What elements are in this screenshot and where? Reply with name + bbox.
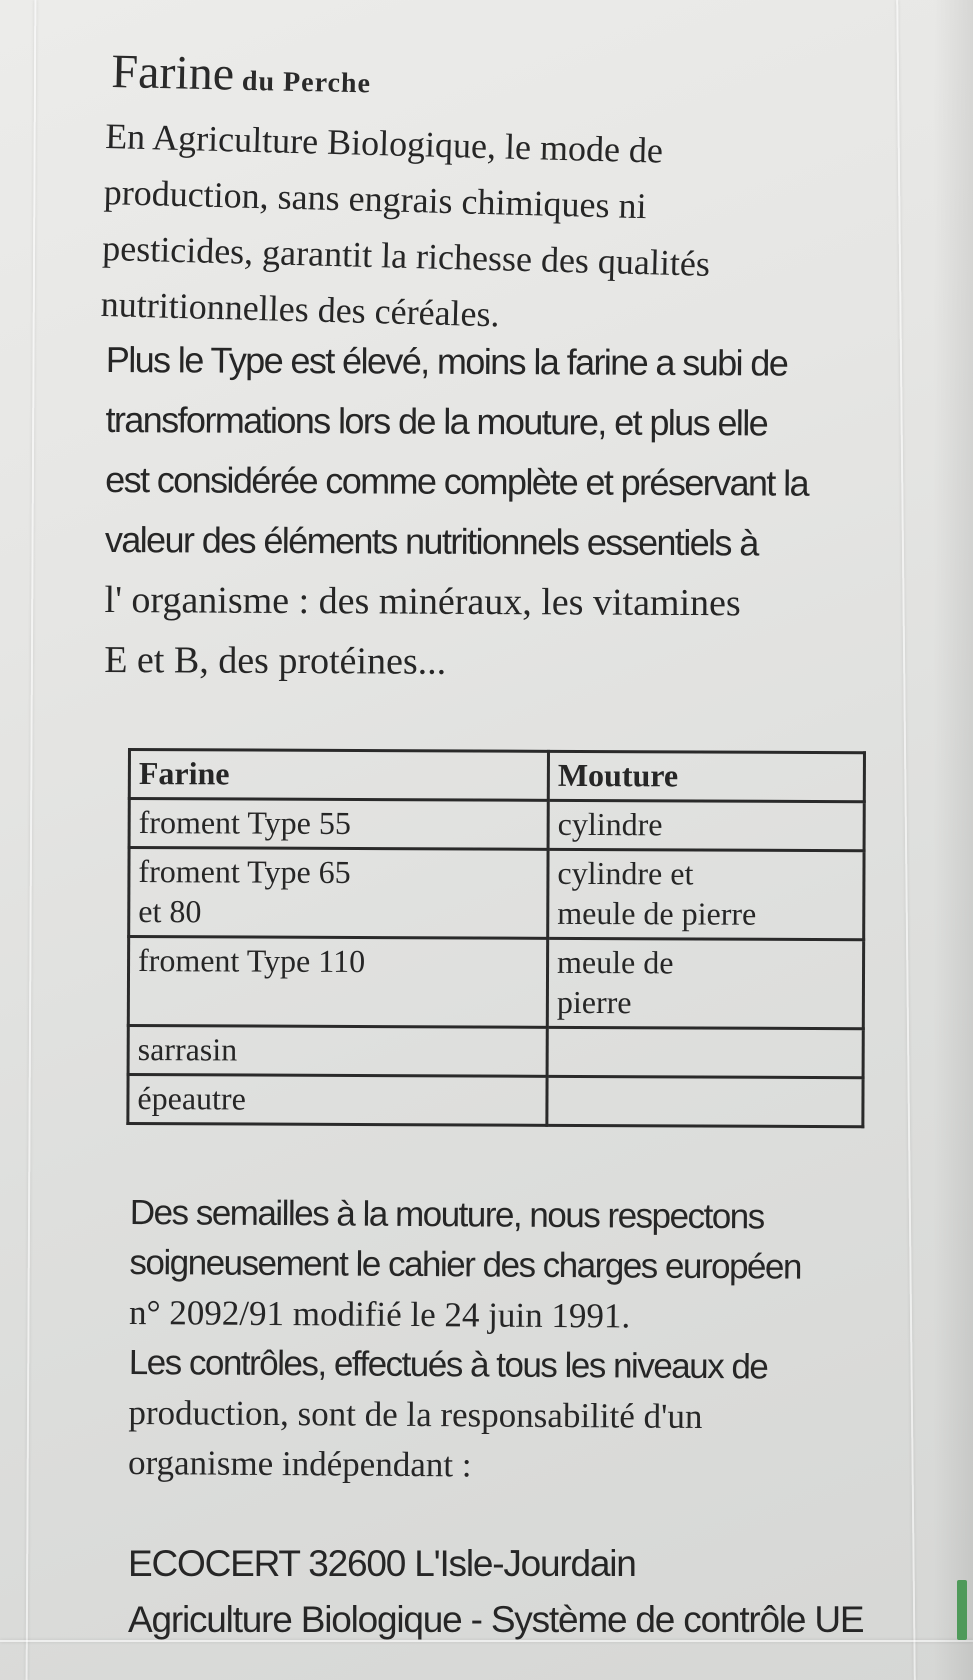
certifier-block bbox=[128, 1536, 863, 1648]
paper-shadow bbox=[933, 0, 973, 1680]
product-title bbox=[110, 45, 372, 101]
cell-farine: froment Type 55 bbox=[129, 799, 548, 850]
table-row bbox=[129, 848, 864, 940]
cell-farine: froment Type 65 et 80 bbox=[129, 848, 548, 939]
certifier-name: ECOCERT 32600 L'Isle-Jourdain bbox=[128, 1543, 636, 1584]
certifier-label: Agriculture Biologique - Système de contrôle UE bbox=[128, 1599, 864, 1640]
cell-farine: épeautre bbox=[128, 1075, 547, 1126]
certification-line: organisme indépendant : bbox=[127, 1442, 472, 1485]
intro-line: production, sans engrais chimiques ni bbox=[103, 171, 648, 227]
intro-line: En Agriculture Biologique, le mode de bbox=[104, 115, 664, 171]
types-paragraph bbox=[104, 330, 896, 694]
title-main: Farine bbox=[110, 45, 235, 101]
green-packaging-edge bbox=[957, 1580, 967, 1640]
intro-line: pesticides, garantit la richesse des qualités bbox=[101, 227, 711, 284]
cell-mouture: cylindre bbox=[548, 800, 864, 850]
certification-line: Les contrôles, effectués à tous les niveaux de bbox=[128, 1342, 768, 1387]
cell-mouture: cylindre et meule de pierre bbox=[548, 849, 864, 939]
cell-farine: froment Type 110 bbox=[128, 937, 547, 1028]
types-line: est considérée comme complète et préservant la bbox=[105, 458, 809, 504]
certification-paragraph bbox=[128, 1188, 890, 1493]
table-header-row bbox=[129, 750, 864, 802]
types-line: E et B, des protéines... bbox=[104, 638, 447, 683]
certification-line: n° 2092/91 modifié le 24 juin 1991. bbox=[128, 1292, 631, 1336]
header-mouture: Mouture bbox=[548, 751, 864, 801]
header-farine: Farine bbox=[129, 750, 548, 801]
table-row bbox=[128, 1075, 863, 1127]
intro-paragraph bbox=[100, 108, 886, 352]
title-sub: du Perche bbox=[241, 65, 372, 100]
table-row bbox=[128, 937, 863, 1029]
cell-mouture bbox=[547, 1027, 863, 1077]
cell-mouture: meule de pierre bbox=[547, 938, 863, 1028]
cell-farine: sarrasin bbox=[128, 1026, 547, 1077]
paper-crease-left bbox=[26, 0, 37, 1680]
table-row bbox=[128, 1026, 863, 1078]
types-line: transformations lors de la mouture, et plus elle bbox=[105, 398, 768, 444]
intro-line: nutritionnelles des céréales. bbox=[100, 283, 501, 335]
certification-line: Des semailles à la mouture, nous respectons bbox=[129, 1192, 764, 1237]
paper-crease-right bbox=[896, 0, 916, 1680]
flour-table bbox=[126, 748, 866, 1128]
cell-mouture bbox=[547, 1076, 863, 1126]
types-line: valeur des éléments nutritionnels essentiels à bbox=[104, 518, 758, 564]
types-line: Plus le Type est élevé, moins la farine a subi de bbox=[105, 338, 788, 384]
certification-line: production, sont de la responsabilité d'un bbox=[128, 1392, 703, 1437]
types-line: l' organisme : des minéraux, les vitamines bbox=[104, 578, 741, 625]
table-row bbox=[129, 799, 864, 851]
certification-line: soigneusement le cahier des charges européen bbox=[129, 1242, 802, 1287]
